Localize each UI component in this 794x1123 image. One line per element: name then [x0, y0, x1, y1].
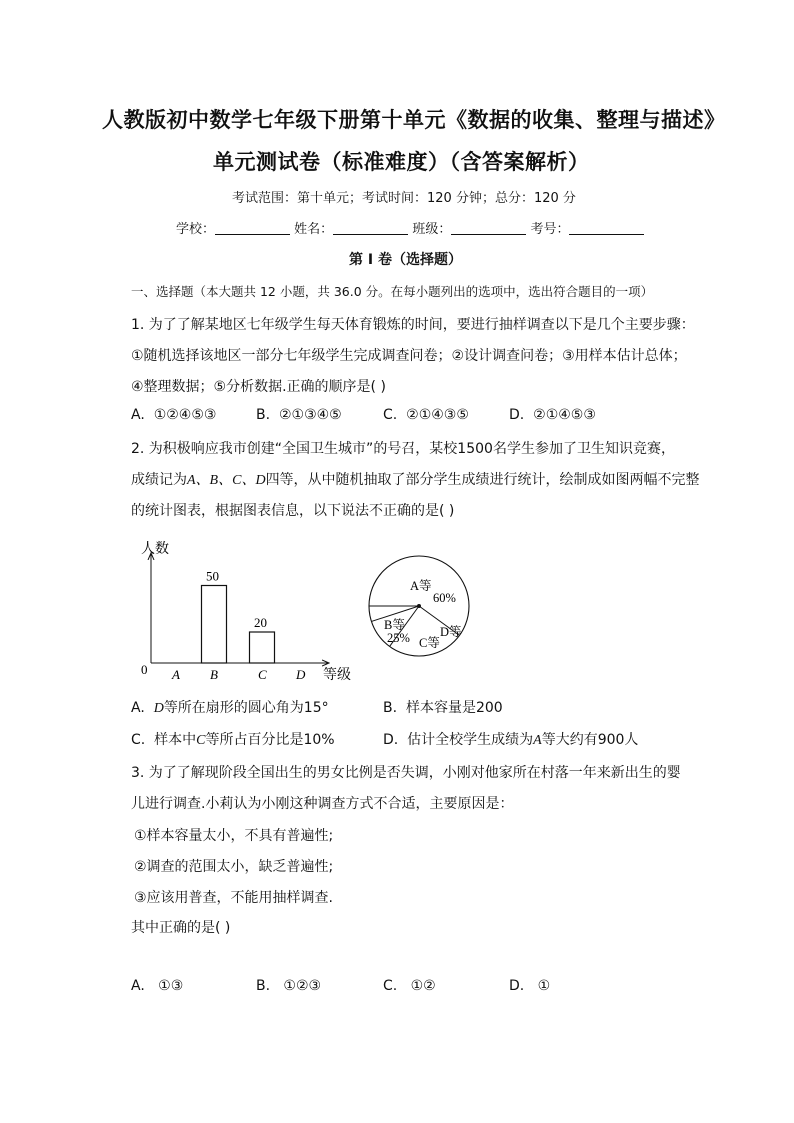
grade-letters: A、B、C、D	[187, 473, 266, 488]
pie-label-d: D等	[440, 625, 462, 639]
option-label: D.	[509, 407, 525, 423]
option-var: C	[196, 733, 206, 748]
bar-c	[250, 632, 275, 663]
q3-option-c[interactable]	[383, 978, 436, 994]
option-text: 等所占百分比是10%	[205, 732, 335, 748]
exam-info: 考试范围：第十单元；考试时间：120 分钟；总分：120 分	[232, 191, 576, 206]
option-label: B.	[256, 978, 271, 994]
pie-percent-b: 25%	[387, 631, 410, 645]
option-text: ②①③④⑤	[278, 407, 342, 423]
option-text: ②①④⑤③	[533, 407, 596, 423]
q1-line3: ④整理数据；⑤分析数据.正确的顺序是( )	[131, 379, 386, 395]
q1-option-d[interactable]	[509, 407, 596, 423]
q2-option-c[interactable]	[131, 729, 335, 749]
option-label: A.	[131, 700, 145, 716]
school-label: 学校：	[176, 222, 216, 237]
number-label: 考号：	[530, 222, 570, 237]
q2-option-a[interactable]	[131, 697, 329, 717]
option-text: ①③	[158, 978, 184, 994]
y-axis-label: 人数	[141, 542, 169, 557]
q2-line2-end: 四等，从中随机抽取了部分学生成绩进行统计，绘制成如图两幅不完整	[265, 472, 700, 488]
option-text: 样本容量是200	[405, 700, 503, 716]
document-title-line2: 单元测试卷（标准难度）（含答案解析）	[213, 149, 590, 174]
q3-item2: ②调查的范围太小，缺乏普遍性;	[134, 859, 334, 875]
option-var: A	[533, 733, 542, 748]
option-label: D.	[509, 978, 525, 994]
q1-option-b[interactable]	[256, 407, 342, 423]
q1-option-c[interactable]	[383, 407, 469, 423]
class-blank[interactable]	[451, 220, 526, 235]
q3-question: 其中正确的是( )	[131, 920, 231, 936]
student-info-row	[176, 218, 644, 237]
q3-item3: ③应该用普查，不能用抽样调查.	[134, 890, 334, 906]
bar-value-label-c: 20	[254, 615, 267, 630]
section-heading: 一、选择题（本大题共 12 小题，共 36.0 分。在每小题列出的选项中，选出符合题目的一项）	[131, 284, 654, 299]
q1-option-a[interactable]	[131, 407, 216, 423]
option-text: 等所在扇形的圆心角为15°	[163, 700, 329, 716]
school-blank[interactable]	[215, 220, 290, 235]
volume-title: 第 I 卷（选择题）	[349, 252, 462, 268]
pie-label-a: A等	[410, 579, 432, 593]
option-label: C.	[383, 978, 398, 994]
option-pre: 估计全校学生成绩为	[407, 732, 534, 748]
x-axis-label: 等级	[323, 668, 351, 683]
pie-center-dot	[417, 604, 421, 608]
x-tick-label-c: C	[258, 667, 267, 682]
option-label: B.	[256, 407, 271, 423]
origin-label: 0	[141, 662, 148, 677]
option-label: D.	[383, 732, 399, 748]
pie-chart	[368, 550, 473, 658]
option-text: ①②	[410, 978, 436, 994]
number-blank[interactable]	[569, 220, 644, 235]
option-var: D	[153, 701, 164, 716]
option-label: C.	[131, 732, 146, 748]
option-text: ①	[537, 978, 551, 994]
pie-percent-a: 60%	[433, 591, 456, 605]
option-text: 等大约有900人	[541, 732, 639, 748]
class-label: 班级：	[412, 222, 452, 237]
q3-option-b[interactable]	[256, 978, 321, 994]
q3-line2: 儿进行调查.小莉认为小刚这种调查方式不合适，主要原因是：	[131, 796, 514, 812]
bar-chart	[130, 538, 360, 688]
q2-line1: 2. 为积极响应我市创建“全国卫生城市”的号召，某校1500名学生参加了卫生知识竞赛，	[131, 441, 675, 457]
q2-option-d[interactable]	[383, 729, 638, 749]
option-label: A.	[131, 407, 145, 423]
q1-line2: ①随机选择该地区一部分七年级学生完成调查问卷；②设计调查问卷；③用样本估计总体；	[131, 348, 687, 364]
q2-option-b[interactable]	[383, 697, 503, 717]
q3-line1: 3. 为了了解现阶段全国出生的男女比例是否失调，小刚对他家所在村落一年来新出生的婴	[131, 765, 681, 781]
option-pre: 样本中	[154, 732, 197, 748]
option-label: B.	[383, 700, 398, 716]
q3-option-a[interactable]	[131, 978, 183, 994]
q1-line1: 1. 为了了解某地区七年级学生每天体育锻炼的时间，要进行抽样调查以下是几个主要步骤：	[131, 317, 695, 333]
option-text: ①②④⑤③	[153, 407, 217, 423]
pie-label-b: B等	[384, 618, 405, 632]
option-text: ②①④③⑤	[406, 407, 469, 423]
option-label: A.	[131, 978, 145, 994]
name-blank[interactable]	[333, 220, 408, 235]
name-label: 姓名：	[294, 222, 334, 237]
x-tick-label-a: A	[172, 667, 180, 682]
x-tick-label-b: B	[210, 667, 218, 682]
q3-option-d[interactable]	[509, 978, 550, 994]
bar-b	[202, 586, 227, 664]
q2-line2	[131, 469, 700, 489]
bar-value-label-b: 50	[206, 568, 219, 584]
q3-item1: ①样本容量太小，不具有普遍性;	[134, 828, 334, 844]
option-text: ①②③	[283, 978, 322, 994]
x-tick-label-d: D	[296, 667, 306, 682]
document-title-line1: 人教版初中数学七年级下册第十单元《数据的收集、整理与描述》	[102, 107, 726, 132]
option-label: C.	[383, 407, 398, 423]
q2-line2-start: 成绩记为	[131, 472, 187, 488]
q2-line3: 的统计图表，根据图表信息，以下说法不正确的是( )	[131, 503, 455, 519]
pie-label-c: C等	[419, 636, 440, 650]
